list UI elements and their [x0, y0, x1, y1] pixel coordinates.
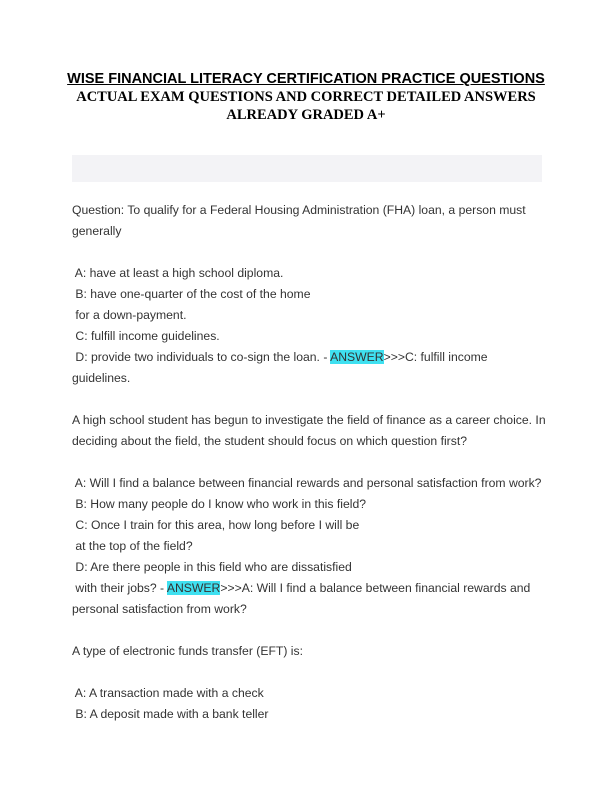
document-header [40, 70, 572, 124]
question-2-option-a: A: Will I find a balance between financial rewards and personal satisfaction from work? [72, 476, 542, 490]
shaded-band [72, 155, 542, 182]
question-2-option-d: D: Are there people in this field who are dissatisfied [72, 560, 352, 574]
question-1-option-b-cont: for a down-payment. [72, 308, 187, 322]
question-1-option-c: C: fulfill income guidelines. [72, 329, 220, 343]
question-1-answer-cont: guidelines. [72, 371, 131, 385]
question-2-answer-cont: personal satisfaction from work? [72, 602, 247, 616]
answer-highlight: ANSWER [166, 581, 221, 595]
question-2-option-c-cont: at the top of the field? [72, 539, 193, 553]
answer-text: >>>C: fulfill income [383, 350, 488, 364]
answer-highlight: ANSWER [330, 350, 384, 364]
question-1-text: Question: To qualify for a Federal Housing Administration (FHA) loan, a person must [72, 203, 526, 217]
question-1-option-b: B: have one-quarter of the cost of the home [72, 287, 311, 301]
question-2-option-b: B: How many people do I know who work in this field? [72, 497, 366, 511]
question-3-option-b: B: A deposit made with a bank teller [72, 707, 269, 721]
document-subtitle-line1: ACTUAL EXAM QUESTIONS AND CORRECT DETAILED ANSWERS [76, 89, 536, 105]
question-1-option-d [72, 347, 552, 368]
question-3-text: A type of electronic funds transfer (EFT) is: [72, 644, 303, 658]
document-body [72, 200, 552, 725]
question-3-option-a: A: A transaction made with a check [72, 686, 264, 700]
question-2-option-d-cont [72, 578, 552, 599]
question-1-text-cont: generally [72, 224, 122, 238]
option-d-text: with their jobs? - [72, 581, 167, 595]
question-2-text: A high school student has begun to investigate the field of finance as a career choice. In [72, 413, 546, 427]
question-2-option-c: C: Once I train for this area, how long before I will be [72, 518, 360, 532]
document-title: WISE FINANCIAL LITERACY CERTIFICATION PRACTICE QUESTIONS [67, 71, 545, 87]
document-subtitle-line2: ALREADY GRADED A+ [226, 107, 386, 123]
question-2-text-cont: deciding about the field, the student should focus on which question first? [72, 434, 467, 448]
option-d-text: D: provide two individuals to co-sign the loan. - [72, 350, 331, 364]
question-1-option-a: A: have at least a high school diploma. [72, 266, 284, 280]
answer-text: >>>A: Will I find a balance between financial rewards and [220, 581, 531, 595]
